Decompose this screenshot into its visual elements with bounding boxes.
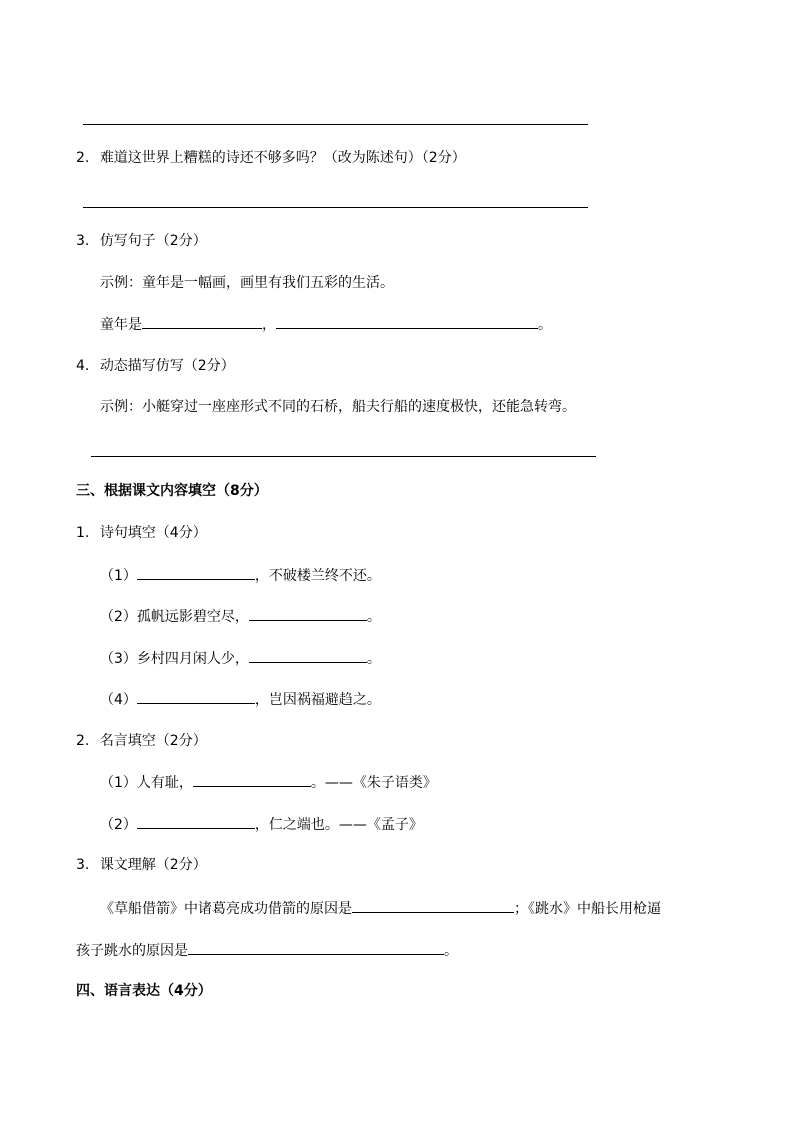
question-3-1 [76, 523, 207, 543]
poem-fill-item [100, 689, 381, 710]
question-number: 3. [76, 857, 90, 873]
answer-blank[interactable] [137, 689, 255, 704]
answer-line[interactable] [83, 207, 588, 208]
item-before: 孤帆远影碧空尽， [136, 609, 249, 625]
section-heading: 四、语言表达（4分） [76, 983, 212, 999]
question-number: 2. [76, 733, 90, 749]
imitation-fill-line [100, 314, 552, 335]
item-index: （1） [100, 775, 137, 791]
section-heading: 三、根据课文内容填空（8分） [76, 483, 268, 499]
answer-blank[interactable] [142, 314, 262, 329]
answer-blank[interactable] [137, 565, 255, 580]
item-after: 。 [366, 651, 381, 667]
poem-fill-item [100, 648, 381, 669]
answer-blank[interactable] [352, 898, 514, 913]
question-text: 难道这世界上糟糕的诗还不够多吗？（改为陈述句）（2分） [99, 150, 466, 166]
item-after: 。——《朱子语类》 [310, 775, 437, 791]
item-index: （1） [100, 568, 137, 584]
comprehension-text: 《草船借箭》中诸葛亮成功借箭的原因是 [100, 901, 352, 917]
question-number: 2. [76, 150, 90, 166]
comprehension-text: ；《跳水》中船长用枪逼 [514, 901, 661, 917]
example-sentence: 示例：小艇穿过一座座形式不同的石桥，船夫行船的速度极快，还能急转弯。 [100, 399, 576, 415]
item-before: 人有耻， [136, 775, 193, 791]
question-2-4 [76, 356, 235, 376]
poem-fill-item [100, 606, 381, 627]
item-index: （2） [100, 817, 137, 833]
item-after: ，仁之端也。——《孟子》 [254, 817, 423, 833]
question-text: 动态描写仿写（2分） [99, 358, 235, 374]
fill-lead-text: 童年是 [100, 317, 142, 333]
question-3-3 [76, 855, 207, 875]
fill-comma: ， [262, 317, 276, 333]
question-2-2 [76, 148, 466, 168]
item-after: ，岂因祸福避趋之。 [254, 692, 381, 708]
poem-fill-item [100, 565, 381, 586]
quote-fill-item [100, 772, 437, 793]
item-index: （4） [100, 692, 137, 708]
item-after: 。 [366, 609, 381, 625]
answer-line[interactable] [83, 124, 588, 125]
quote-fill-item [100, 814, 423, 835]
question-text: 诗句填空（4分） [99, 525, 207, 541]
comprehension-text: 。 [444, 943, 458, 959]
answer-blank[interactable] [276, 314, 538, 329]
question-text: 名言填空（2分） [99, 733, 207, 749]
item-index: （3） [100, 651, 137, 667]
answer-blank[interactable] [193, 772, 311, 787]
question-number: 3. [76, 233, 90, 249]
question-text: 仿写句子（2分） [99, 233, 207, 249]
fill-end: 。 [538, 317, 552, 333]
comprehension-line-1 [100, 898, 661, 919]
answer-blank[interactable] [188, 940, 444, 955]
item-before: 乡村四月闲人少， [136, 651, 249, 667]
answer-blank[interactable] [137, 814, 255, 829]
answer-line[interactable] [91, 456, 596, 457]
comprehension-line-2 [76, 940, 458, 961]
question-2-3 [76, 231, 207, 251]
answer-blank[interactable] [249, 648, 367, 663]
question-text: 课文理解（2分） [99, 857, 207, 873]
question-number: 4. [76, 358, 90, 374]
question-3-2 [76, 731, 207, 751]
example-sentence: 示例：童年是一幅画，画里有我们五彩的生活。 [100, 275, 394, 291]
item-index: （2） [100, 609, 137, 625]
answer-blank[interactable] [249, 606, 367, 621]
item-after: ，不破楼兰终不还。 [254, 568, 381, 584]
comprehension-text: 孩子跳水的原因是 [76, 943, 188, 959]
question-number: 1. [76, 525, 90, 541]
